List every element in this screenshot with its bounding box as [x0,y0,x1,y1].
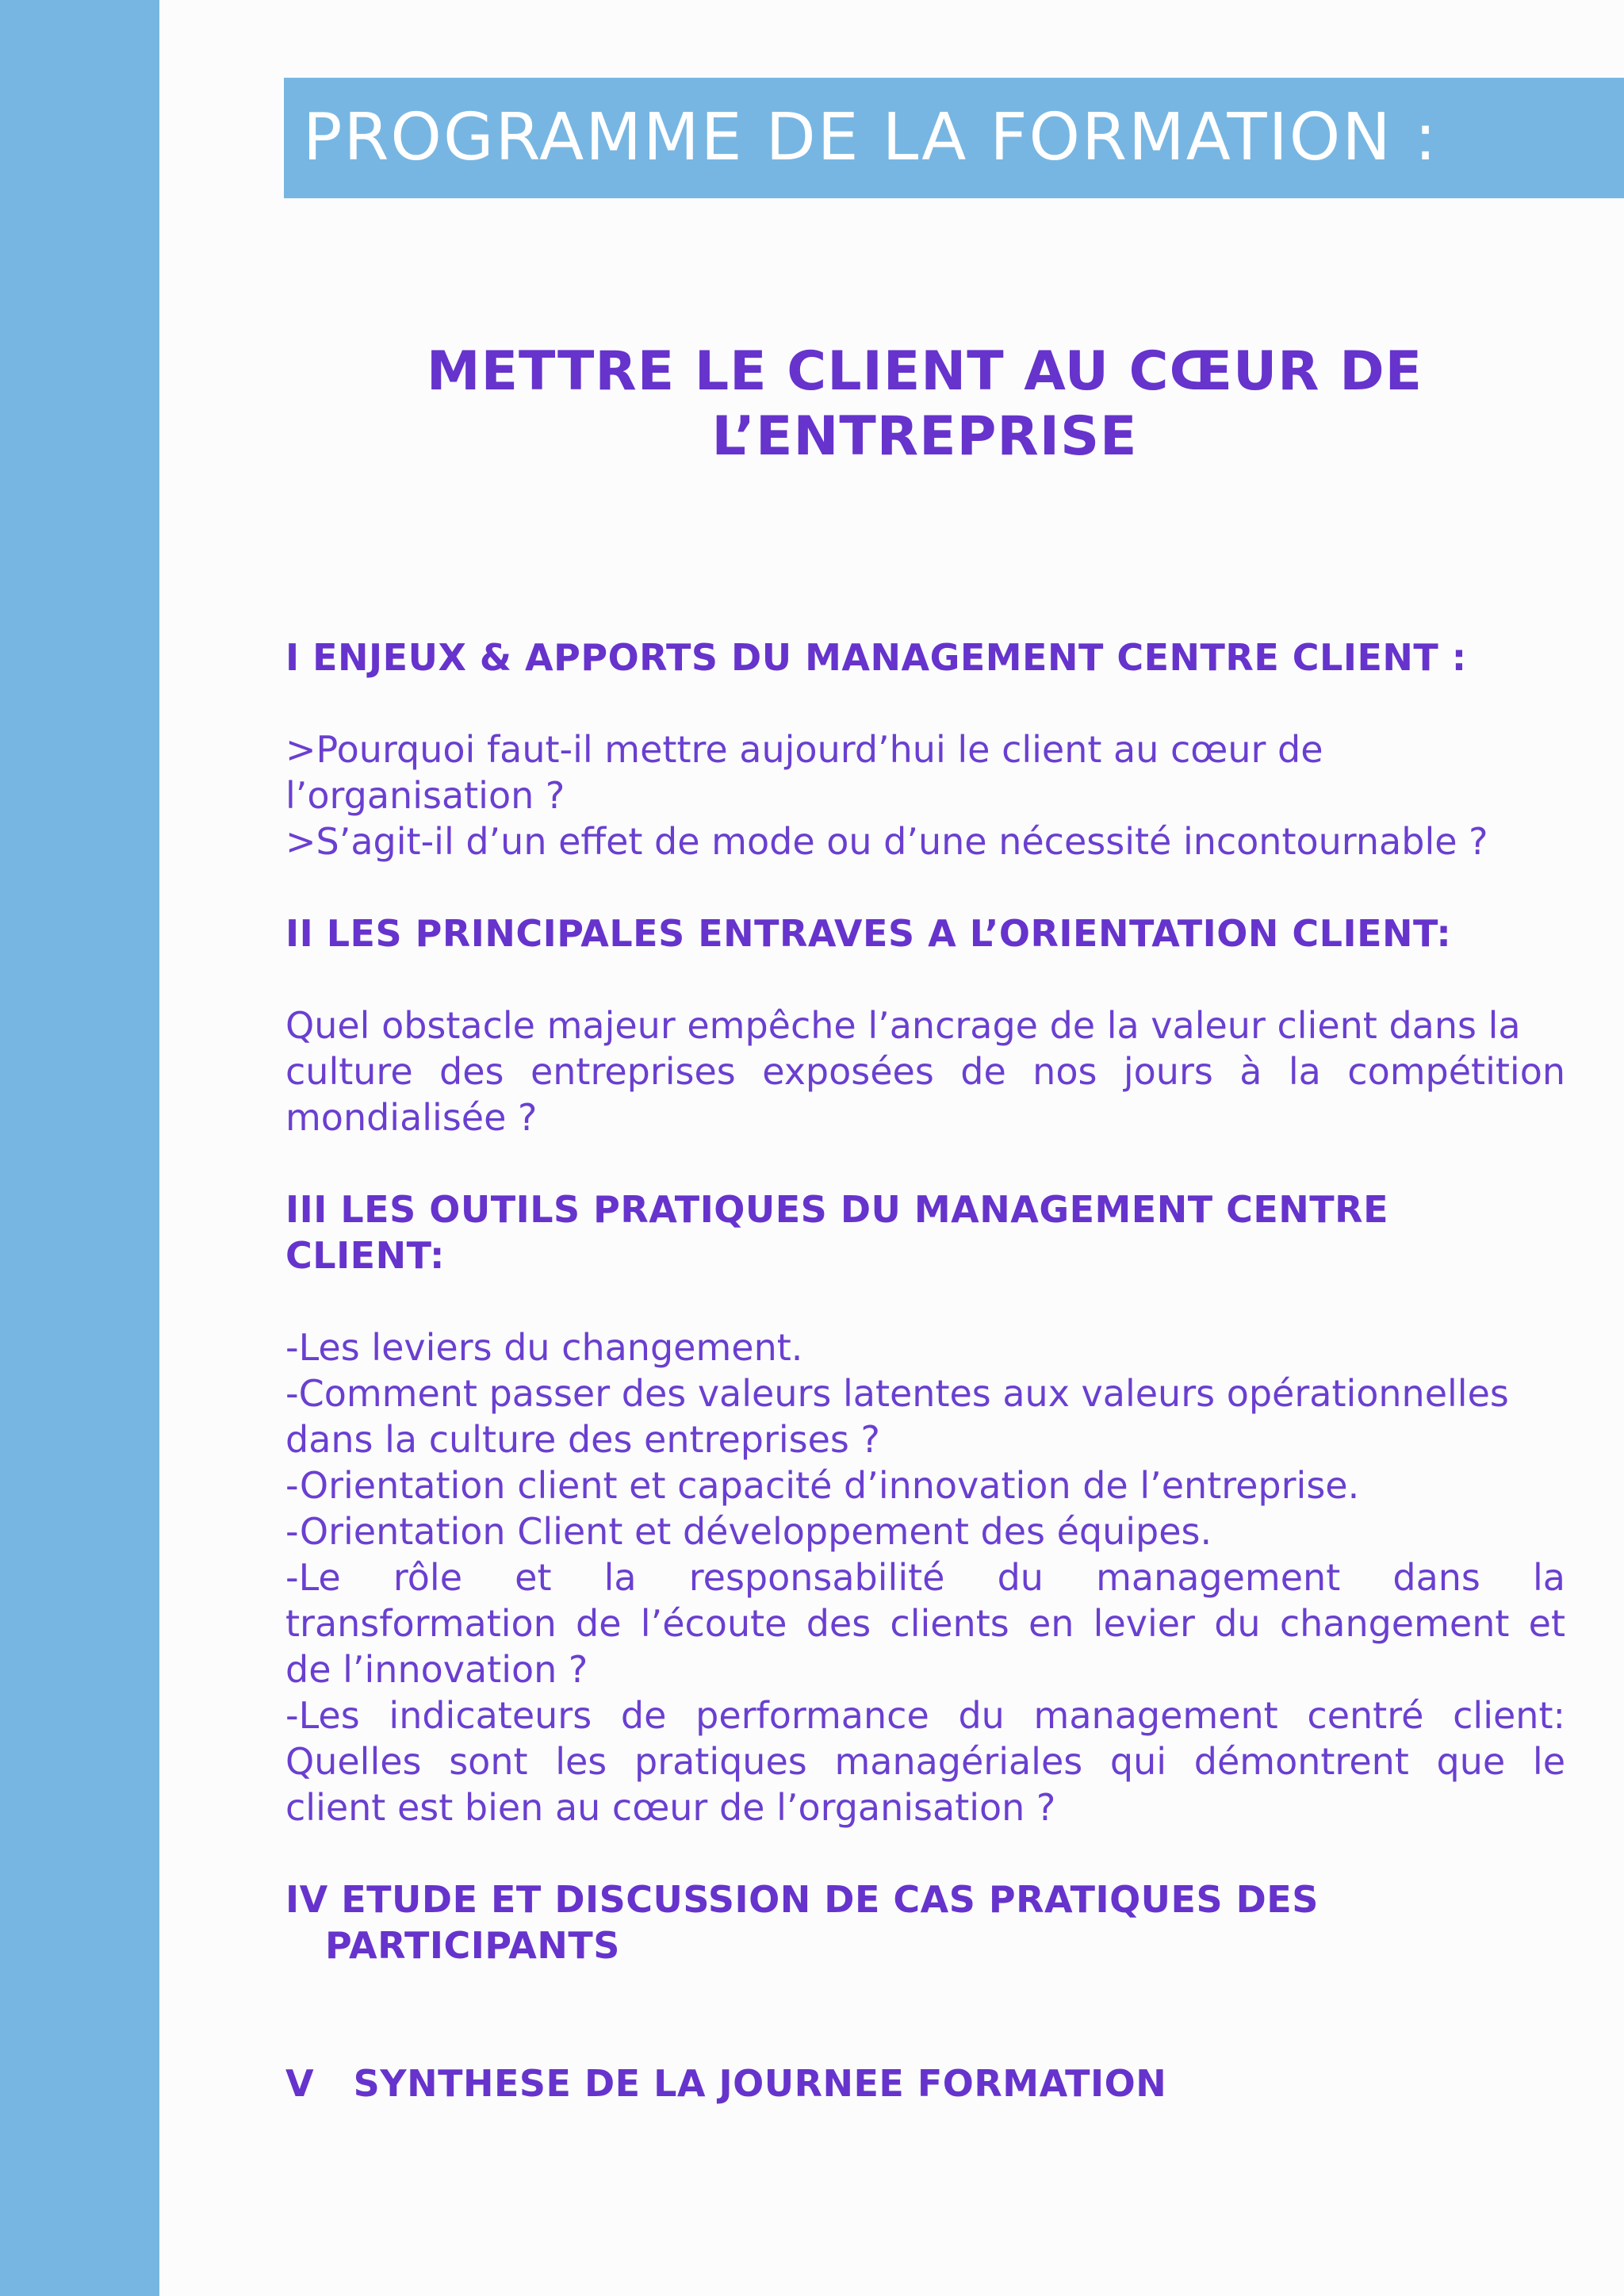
section-3-body [285,1324,1565,1830]
section-5-heading: V SYNTHESE DE LA JOURNEE FORMATION [285,2062,1167,2105]
section-3-line: Quelles sont les pratiques managériales qui démontrent que le [285,1740,1565,1783]
section-3-line: -Orientation Client et développement des équipes. [285,1510,1212,1553]
section-4-heading-line-2: PARTICIPANTS [325,1924,620,1967]
main-title [284,339,1565,470]
program-content [285,634,1565,2106]
section-3-line: transformation de l’écoute des clients en levier du changement et [285,1602,1565,1645]
section-3-heading-line-1: III LES OUTILS PRATIQUES DU MANAGEMENT CENTRE [285,1188,1389,1231]
section-4-heading-line-1: IV ETUDE ET DISCUSSION DE CAS PRATIQUES DES [285,1878,1319,1921]
main-title-line-1: METTRE LE CLIENT AU CŒUR DE [426,340,1423,403]
section-4-heading [285,1876,1565,1968]
section-spacer [285,1968,1565,2060]
section-3-line: -Les indicateurs de performance du management centré client: [285,1694,1565,1737]
section-2-line: mondialisée ? [285,1096,538,1139]
section-3-line: client est bien au cœur de l’organisation ? [285,1786,1056,1829]
section-3-heading-line-2: CLIENT: [285,1234,445,1277]
section-3-line: -Les leviers du changement. [285,1326,803,1369]
header-band [284,78,1624,198]
section-1-line: >S’agit-il d’un effet de mode ou d’une nécessité incontournable ? [285,820,1488,863]
section-2-body [285,1002,1565,1140]
section-3-line: dans la culture des entreprises ? [285,1418,880,1461]
main-title-line-2: L’ENTREPRISE [711,405,1138,468]
section-3-line: -Le rôle et la responsabilité du management dans la [285,1556,1565,1599]
section-2-heading: II LES PRINCIPALES ENTRAVES A L’ORIENTATION CLIENT: [285,912,1452,955]
section-1-body [285,726,1565,864]
section-3-line: -Comment passer des valeurs latentes aux valeurs opérationnelles [285,1372,1509,1415]
header-title: PROGRAMME DE LA FORMATION : [303,100,1438,175]
section-1-heading: I ENJEUX & APPORTS DU MANAGEMENT CENTRE CLIENT : [285,636,1467,679]
section-1-line: l’organisation ? [285,774,565,817]
section-3-line: -Orientation client et capacité d’innovation de l’entreprise. [285,1464,1360,1507]
section-1-line: >Pourquoi faut-il mettre aujourd’hui le client au cœur de [285,728,1323,771]
section-3-heading [285,1186,1565,1278]
section-2-line: culture des entreprises exposées de nos jours à la compétition [285,1050,1565,1093]
section-2-line: Quel obstacle majeur empêche l’ancrage de la valeur client dans la [285,1004,1521,1047]
side-accent-bar [0,0,159,2296]
section-3-line: de l’innovation ? [285,1648,588,1691]
